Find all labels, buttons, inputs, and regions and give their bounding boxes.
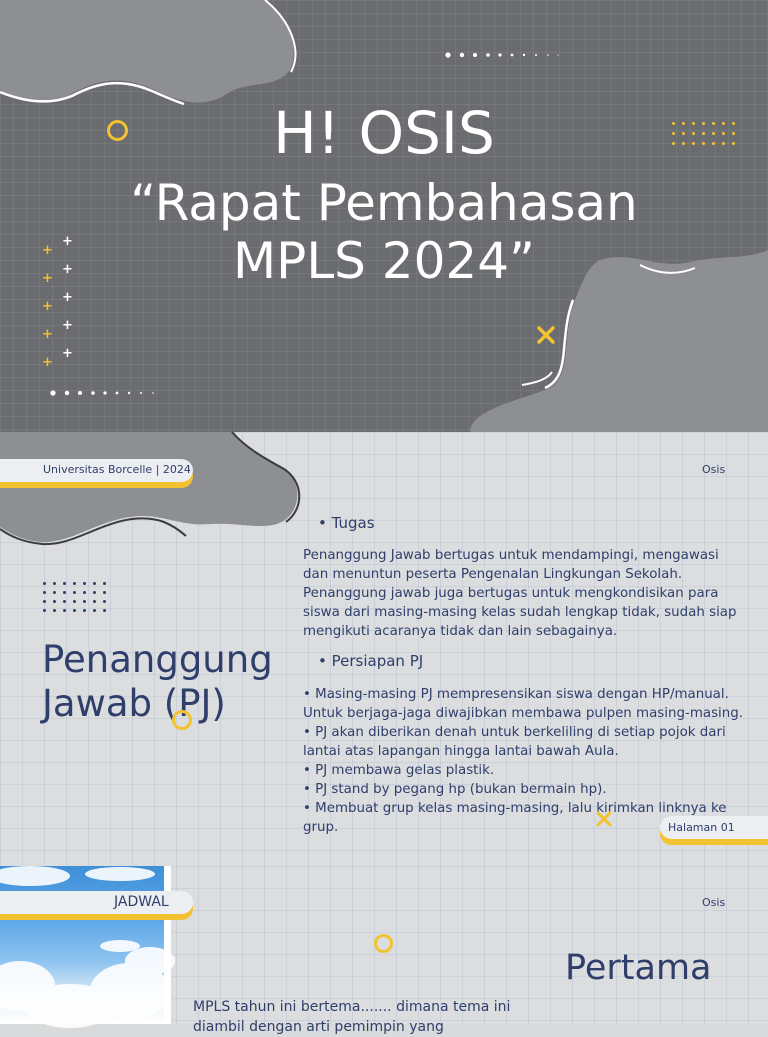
list-item: • Membuat grup kelas masing-masing, lalu kirimkan linknya ke grup.: [303, 801, 727, 835]
header-right-label: Osis: [702, 896, 726, 909]
content-slide-pj: [0, 432, 768, 866]
title-slide: [0, 0, 768, 432]
section-list-persiapan: [303, 685, 743, 837]
body-text: MPLS tahun ini bertema....... dimana tema ini diambil dengan arti pemimpin yang: [193, 999, 511, 1035]
ring-icon: [172, 710, 192, 730]
subtitle-line: “Rapat Pembahasan: [130, 174, 638, 232]
dot-grid-decoration: [43, 582, 113, 612]
heading-line: Jawab (PJ): [42, 682, 226, 725]
subtitle-line: MPLS 2024”: [233, 232, 535, 290]
ring-icon: [374, 934, 393, 953]
cross-icon: [595, 810, 613, 828]
page-number-label: Halaman 01: [660, 816, 768, 839]
photo-border: [164, 866, 171, 1024]
section-heading: Pertama: [565, 948, 712, 988]
slide-title: H! OSIS: [273, 99, 495, 167]
header-right-label: Osis: [702, 463, 726, 476]
section-text-tugas: Penanggung Jawab bertugas untuk mendampingi, mengawasi dan menuntun peserta Pengenalan Lingkungan Sekolah. Penanggung jawab juga bertugas untuk mengkondisikan para siswa dari masing-masing kelas sudah lengkap tidak, sudah siap mengikuti acaranya tidak dan lain sebagainya.: [303, 548, 737, 639]
cross-icon: [536, 325, 556, 345]
header-label: JADWAL: [0, 891, 193, 914]
list-item: • PJ stand by pegang hp (bukan bermain hp).: [303, 782, 607, 797]
decorative-blob: [0, 432, 310, 562]
slide-subtitle: [0, 174, 768, 290]
section-heading: [42, 638, 302, 726]
sky-photo: [0, 866, 164, 1024]
section-title-text: Tugas: [331, 514, 375, 532]
dot-trail: [50, 384, 170, 403]
section-title-tugas: • Tugas: [318, 514, 375, 532]
section-title-text: Persiapan PJ: [331, 652, 424, 670]
heading-line: Penanggung: [42, 638, 273, 681]
section-title-persiapan: • Persiapan PJ: [318, 652, 424, 670]
content-slide-jadwal: [0, 866, 768, 1035]
plus-pattern: + + + + + + + + + +: [42, 234, 73, 370]
list-item: • Masing-masing PJ mempresensikan siswa dengan HP/manual. Untuk berjaga-jaga diwajibkan membawa pulpen masing-masing.: [303, 687, 744, 721]
list-item: • PJ membawa gelas plastik.: [303, 763, 495, 778]
list-item: • PJ akan diberikan denah untuk berkeliling di setiap pojok dari lantai atas lapangan hingga lantai bawah Aula.: [303, 725, 726, 759]
header-label: Universitas Borcelle | 2024: [0, 459, 193, 482]
dot-trail: [445, 46, 565, 65]
